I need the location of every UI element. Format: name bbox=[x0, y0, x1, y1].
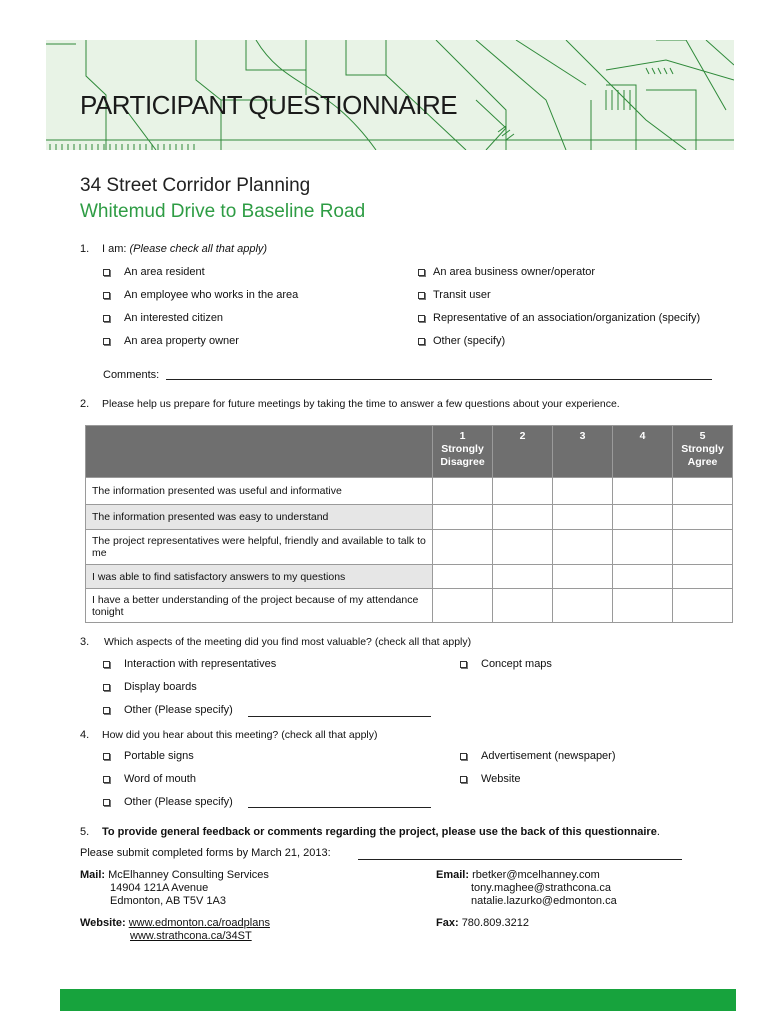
checkbox-icon[interactable] bbox=[418, 269, 425, 276]
q1-option-business-owner[interactable]: An area business owner/operator bbox=[418, 266, 595, 278]
q1-option-property-owner[interactable]: An area property owner bbox=[103, 335, 239, 347]
q1-option-interested-citizen[interactable]: An interested citizen bbox=[103, 312, 223, 324]
mail-line1: McElhanney Consulting Services bbox=[108, 869, 269, 881]
rating-cell[interactable] bbox=[613, 530, 673, 565]
fax-block bbox=[436, 917, 529, 930]
checkbox-icon[interactable] bbox=[103, 799, 110, 806]
submit-instructions: Please submit completed forms by March 21, 2013: bbox=[80, 847, 331, 859]
comments-line[interactable] bbox=[166, 379, 712, 380]
checkbox-icon[interactable] bbox=[103, 315, 110, 322]
website-link-strathcona[interactable]: www.strathcona.ca/34ST bbox=[130, 930, 252, 942]
rating-header-3: 3 bbox=[553, 426, 613, 478]
q1-number: 1. bbox=[80, 243, 90, 255]
table-row bbox=[86, 505, 733, 530]
q4-option-advertisement[interactable]: Advertisement (newspaper) bbox=[460, 750, 616, 762]
rating-cell[interactable] bbox=[553, 565, 613, 589]
website-block bbox=[80, 917, 270, 943]
q1-option-employee[interactable]: An employee who works in the area bbox=[103, 289, 298, 301]
rating-cell[interactable] bbox=[673, 478, 733, 505]
q1-hint: (Please check all that apply) bbox=[129, 243, 268, 255]
q3-text: Which aspects of the meeting did you find most valuable? (check all that apply) bbox=[104, 636, 472, 648]
statement-understanding: I have a better understanding of the project because of my attendance tonight bbox=[86, 589, 433, 623]
mail-line2: 14904 121A Avenue bbox=[110, 882, 209, 894]
q1-text: I am: bbox=[102, 243, 127, 255]
rating-header-2: 2 bbox=[493, 426, 553, 478]
q4-option-website[interactable]: Website bbox=[460, 773, 521, 785]
checkbox-icon[interactable] bbox=[103, 776, 110, 783]
rating-header-1: 1 Strongly Disagree bbox=[433, 426, 493, 478]
mail-label: Mail: bbox=[80, 869, 106, 881]
checkbox-icon[interactable] bbox=[460, 776, 467, 783]
rating-cell[interactable] bbox=[433, 505, 493, 530]
q4-text: How did you hear about this meeting? (check all that apply) bbox=[102, 729, 378, 741]
q4-option-word-of-mouth[interactable]: Word of mouth bbox=[103, 773, 196, 785]
q3-other-line[interactable] bbox=[248, 716, 431, 717]
statement-useful: The information presented was useful and informative bbox=[86, 478, 433, 505]
q3-option-display-boards[interactable]: Display boards bbox=[103, 681, 197, 693]
fax-label: Fax: bbox=[436, 917, 459, 929]
rating-cell[interactable] bbox=[673, 505, 733, 530]
rating-cell[interactable] bbox=[613, 589, 673, 623]
checkbox-icon[interactable] bbox=[418, 292, 425, 299]
rating-header-4: 4 bbox=[613, 426, 673, 478]
email-2[interactable]: tony.maghee@strathcona.ca bbox=[471, 882, 611, 894]
checkbox-icon[interactable] bbox=[103, 753, 110, 760]
rating-header-row bbox=[86, 426, 733, 478]
rating-cell[interactable] bbox=[493, 565, 553, 589]
rating-cell[interactable] bbox=[673, 565, 733, 589]
table-row bbox=[86, 589, 733, 623]
email-label: Email: bbox=[436, 869, 470, 881]
q4-number: 4. bbox=[80, 729, 90, 741]
fax-number: 780.809.3212 bbox=[461, 917, 529, 929]
rating-cell[interactable] bbox=[433, 565, 493, 589]
checkbox-icon[interactable] bbox=[103, 338, 110, 345]
rating-cell[interactable] bbox=[493, 530, 553, 565]
email-block bbox=[436, 869, 617, 908]
footer-green-bar bbox=[60, 989, 736, 1011]
checkbox-icon[interactable] bbox=[103, 684, 110, 691]
q3-option-other[interactable]: Other (Please specify) bbox=[103, 704, 233, 716]
q4-other-line[interactable] bbox=[248, 807, 431, 808]
q1-option-transit-user[interactable]: Transit user bbox=[418, 289, 491, 301]
rating-cell[interactable] bbox=[553, 589, 613, 623]
q1-option-area-resident[interactable]: An area resident bbox=[103, 266, 205, 278]
rating-cell[interactable] bbox=[493, 478, 553, 505]
rating-header-blank bbox=[86, 426, 433, 478]
rating-header-5: 5 Strongly Agree bbox=[673, 426, 733, 478]
q3-option-interaction[interactable]: Interaction with representatives bbox=[103, 658, 276, 670]
q5-question: To provide general feedback or comments regarding the project, please use the back of this questionnaire. bbox=[102, 826, 660, 838]
q5-text: To provide general feedback or comments regarding the project, please use the back of this questionnaire bbox=[102, 826, 657, 838]
rating-cell[interactable] bbox=[553, 505, 613, 530]
checkbox-icon[interactable] bbox=[103, 292, 110, 299]
table-row bbox=[86, 478, 733, 505]
mail-line3: Edmonton, AB T5V 1A3 bbox=[110, 895, 226, 907]
project-subtitle: 34 Street Corridor Planning bbox=[80, 175, 311, 196]
comments-label: Comments: bbox=[103, 369, 160, 381]
statement-easy: The information presented was easy to understand bbox=[86, 505, 433, 530]
rating-cell[interactable] bbox=[433, 478, 493, 505]
q3-number: 3. bbox=[80, 636, 90, 648]
q3-option-concept-maps[interactable]: Concept maps bbox=[460, 658, 552, 670]
project-extent: Whitemud Drive to Baseline Road bbox=[80, 201, 366, 222]
rating-cell[interactable] bbox=[493, 505, 553, 530]
q4-option-other[interactable]: Other (Please specify) bbox=[103, 796, 233, 808]
rating-cell[interactable] bbox=[613, 505, 673, 530]
rating-cell[interactable] bbox=[433, 589, 493, 623]
email-1[interactable]: rbetker@mcelhanney.com bbox=[472, 869, 600, 881]
checkbox-icon[interactable] bbox=[460, 661, 467, 668]
checkbox-icon[interactable] bbox=[103, 269, 110, 276]
checkbox-icon[interactable] bbox=[418, 315, 425, 322]
email-3[interactable]: natalie.lazurko@edmonton.ca bbox=[471, 895, 617, 907]
q2-number: 2. bbox=[80, 398, 90, 410]
rating-table bbox=[85, 425, 733, 623]
q4-option-portable-signs[interactable]: Portable signs bbox=[103, 750, 194, 762]
website-link-edmonton[interactable]: www.edmonton.ca/roadplans bbox=[128, 917, 270, 929]
q1-option-other[interactable]: Other (specify) bbox=[418, 335, 505, 347]
q1-question bbox=[102, 243, 267, 255]
rating-cell[interactable] bbox=[673, 589, 733, 623]
rating-cell[interactable] bbox=[673, 530, 733, 565]
checkbox-icon[interactable] bbox=[103, 707, 110, 714]
page-title: PARTICIPANT QUESTIONNAIRE bbox=[80, 90, 458, 120]
rating-cell[interactable] bbox=[493, 589, 553, 623]
rating-cell[interactable] bbox=[553, 530, 613, 565]
mail-block bbox=[80, 869, 269, 908]
statement-answers: I was able to find satisfactory answers to my questions bbox=[86, 565, 433, 589]
table-row bbox=[86, 565, 733, 589]
checkbox-icon[interactable] bbox=[460, 753, 467, 760]
q2-text: Please help us prepare for future meetings by taking the time to answer a few questions about your experience. bbox=[102, 398, 620, 410]
checkbox-icon[interactable] bbox=[418, 338, 425, 345]
rating-cell[interactable] bbox=[553, 478, 613, 505]
rating-cell[interactable] bbox=[613, 565, 673, 589]
rating-cell[interactable] bbox=[613, 478, 673, 505]
checkbox-icon[interactable] bbox=[103, 661, 110, 668]
rating-cell[interactable] bbox=[433, 530, 493, 565]
q5-number: 5. bbox=[80, 826, 90, 838]
table-row bbox=[86, 530, 733, 565]
q1-option-representative[interactable]: Representative of an association/organization (specify) bbox=[418, 312, 700, 324]
website-label: Website: bbox=[80, 917, 126, 929]
statement-helpful: The project representatives were helpful, friendly and available to talk to me bbox=[86, 530, 433, 565]
submit-line bbox=[358, 859, 682, 860]
